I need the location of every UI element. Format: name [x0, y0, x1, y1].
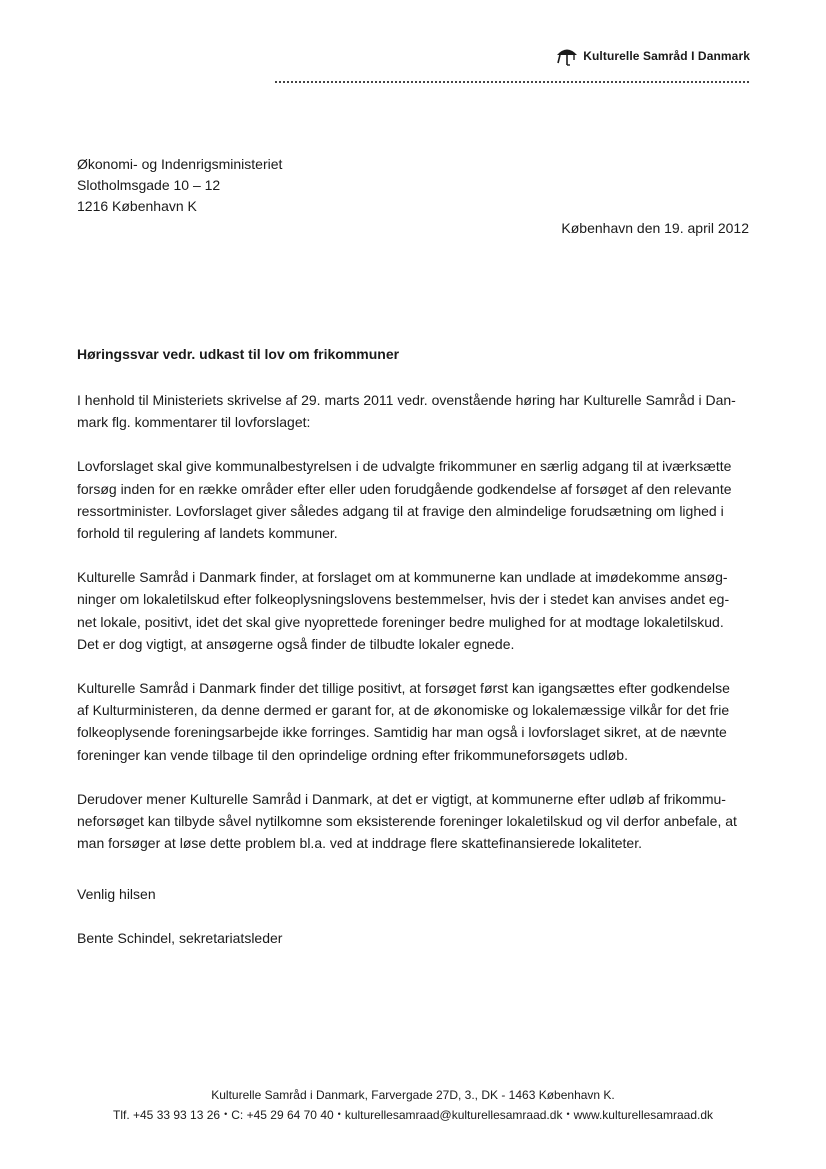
paragraph	[77, 566, 747, 655]
footer-email[interactable]: kulturellesamraad@kulturellesamraad.dk	[344, 1108, 563, 1122]
paragraph-line: Lovforslaget skal give kommunalbestyrelsen i de udvalgte frikommuner en særlig adgang til at iværksætte	[77, 458, 732, 475]
organization-name: Kulturelle Samråd I Danmark	[583, 49, 750, 63]
letter-subject: Høringssvar vedr. udkast til lov om frikommuner	[77, 346, 400, 362]
footer-separator: •	[566, 1109, 570, 1119]
letter-date: København den 19. april 2012	[561, 220, 749, 236]
umbrella-figure-icon	[556, 46, 578, 66]
paragraph-line: Kulturelle Samråd i Danmark finder, at forslaget om at kommunerne kan undlade at imødekomme ansøg-	[77, 569, 728, 586]
paragraph-line: Kulturelle Samråd i Danmark finder det tillige positivt, at forsøget først kan igangsættes efter godkendelse	[77, 680, 730, 697]
paragraph-line: neforsøget kan tilbyde såvel nytilkomne som eksisterende foreninger lokaletilskud og vil derfor anbefale, at	[77, 813, 737, 830]
header-dotted-divider	[275, 81, 749, 83]
paragraph-line: folkeoplysende foreningsarbejde ikke forringes. Samtidig har man også i lovforslaget sikret, at de nævnte	[77, 724, 727, 741]
letter-body	[77, 389, 747, 876]
footer-address: Kulturelle Samråd i Danmark, Farvergade 27D, 3., DK - 1463 København K.	[211, 1088, 615, 1102]
paragraph	[77, 455, 747, 544]
footer-website[interactable]: www.kulturellesamraad.dk	[573, 1108, 713, 1122]
paragraph-line: I henhold til Ministeriets skrivelse af 29. marts 2011 vedr. ovenstående høring har Kulturelle Samråd i Dan-	[77, 392, 736, 408]
footer-phone: Tlf. +45 33 93 13 26	[113, 1108, 221, 1122]
paragraph-line: man forsøger at løse dette problem bl.a. ved at inddrage flere skattefinansierede lokaliteter.	[77, 835, 642, 852]
signature-name: Bente Schindel, sekretariatsleder	[77, 930, 283, 946]
footer-separator: •	[224, 1109, 228, 1119]
paragraph-line: af Kulturministeren, da denne dermed er garant for, at de økonomiske og lokalemæssige vilkår for det frie	[77, 702, 730, 719]
paragraph-line: Det er dog vigtigt, at ansøgerne også finder de tilbudte lokaler egnede.	[77, 635, 515, 652]
recipient-address	[77, 154, 282, 217]
recipient-name: Økonomi- og Indenrigsministeriet	[77, 156, 283, 172]
paragraph-line: Derudover mener Kulturelle Samråd i Danmark, at det er vigtigt, at kommunerne efter udløb af frikommu-	[77, 790, 726, 807]
footer-separator: •	[337, 1109, 341, 1119]
paragraph-line: mark flg. kommentarer til lovforslaget:	[77, 414, 311, 431]
letter-footer	[0, 1086, 826, 1125]
paragraph-line: forsøg inden for en række områder efter eller uden forudgående godkendelse af forsøget af den relevante	[77, 480, 732, 497]
paragraph-line: forhold til regulering af landets kommuner.	[77, 525, 338, 542]
closing-greeting: Venlig hilsen	[77, 886, 156, 902]
letterhead-logo	[556, 46, 750, 66]
recipient-street: Slotholmsgade 10 – 12	[77, 177, 221, 193]
paragraph-line: foreninger kan vende tilbage til den oprindelige ordning efter frikommuneforsøgets udløb.	[77, 746, 628, 763]
paragraph-line: ressortminister. Lovforslaget giver således adgang til at fravige den almindelige forudsætning om lighed i	[77, 502, 724, 519]
paragraph-line: net lokale, positivt, idet det skal give nyoprettede foreninger bedre mulighed for at modtage lokaletilskud.	[77, 613, 724, 630]
paragraph	[77, 788, 747, 855]
paragraph	[77, 389, 747, 433]
recipient-city: 1216 København K	[77, 198, 197, 214]
footer-mobile: C: +45 29 64 70 40	[231, 1108, 334, 1122]
paragraph	[77, 677, 747, 766]
paragraph-line: ninger om lokaletilskud efter folkeoplysningslovens bestemmelser, hvis der i stedet kan anvises andet eg-	[77, 591, 730, 608]
footer-contact	[0, 1105, 826, 1125]
